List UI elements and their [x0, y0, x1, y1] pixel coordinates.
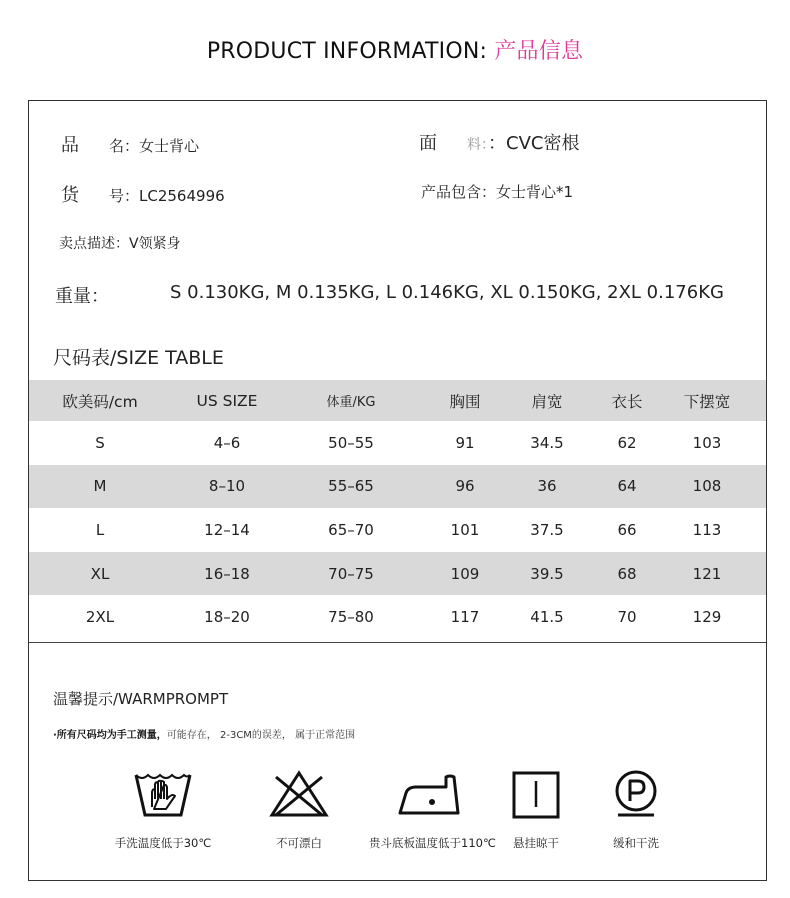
section-divider — [29, 642, 766, 643]
no-bleach-icon — [268, 769, 330, 821]
page-title — [0, 34, 790, 65]
fabric — [419, 129, 579, 155]
table-cell: 2XL — [85, 608, 115, 627]
name-label-char: 品 — [61, 135, 79, 156]
table-cell: 101 — [450, 520, 480, 539]
table-header: 体重/KG — [326, 395, 376, 410]
table-cell: 121 — [692, 564, 722, 583]
dry-clean-p-icon — [610, 769, 662, 821]
sku-label: 号： — [109, 187, 140, 205]
fabric-value: ：CVC密根 — [488, 133, 580, 154]
table-cell: 108 — [692, 477, 722, 496]
selling-label: 卖点描述： — [59, 236, 129, 252]
table-header: 胸围 — [449, 392, 481, 411]
table-cell: 18–20 — [204, 608, 250, 627]
weight-label: 重量： — [55, 286, 109, 307]
table-cell: XL — [90, 564, 110, 583]
table-cell: 50–55 — [328, 433, 374, 452]
weight — [55, 282, 724, 308]
table-cell: 62 — [617, 433, 637, 452]
care-label: 悬挂晾干 — [513, 836, 559, 850]
note-rest: 可能存在， 2-3CM的误差， 属于正常范围 — [166, 730, 356, 741]
package — [421, 181, 573, 202]
table-cell: S — [95, 433, 105, 452]
title-zh: 产品信息 — [494, 39, 584, 64]
hand-wash-icon — [132, 769, 194, 821]
table-cell: 68 — [617, 564, 637, 583]
table-cell: 36 — [537, 477, 557, 496]
care-item-hand-wash — [103, 769, 223, 851]
sku — [61, 181, 225, 207]
table-header: US SIZE — [196, 391, 258, 410]
table-cell: 96 — [455, 477, 475, 496]
table-cell: 12–14 — [204, 520, 250, 539]
selling-value: V领紧身 — [129, 236, 181, 252]
sku-label-char: 货 — [61, 185, 79, 206]
table-cell: 70–75 — [328, 564, 374, 583]
table-cell: 64 — [617, 477, 637, 496]
table-cell: 70 — [617, 608, 637, 627]
table-cell: 55–65 — [328, 477, 374, 496]
care-label: 手洗温度低于30℃ — [114, 836, 212, 850]
table-cell: 37.5 — [530, 520, 564, 539]
iron-icon — [396, 769, 462, 821]
care-label: 缓和干洗 — [613, 836, 659, 850]
table-cell: 91 — [455, 433, 475, 452]
table-cell: 109 — [450, 564, 480, 583]
table-cell: L — [95, 520, 105, 539]
table-cell: 16–18 — [204, 564, 250, 583]
table-cell: M — [93, 477, 107, 496]
package-label: 产品包含： — [421, 183, 497, 201]
table-cell: 39.5 — [530, 564, 564, 583]
note-bold: ·所有尺码均为手工测量， — [53, 730, 167, 741]
table-header: 肩宽 — [531, 392, 563, 411]
care-label: 贵斗底板温度低于110℃ — [369, 836, 496, 850]
table-header: 衣长 — [611, 392, 643, 411]
table-cell: 34.5 — [530, 433, 564, 452]
weight-value: S 0.130KG, M 0.135KG, L 0.146KG, XL 0.150KG, 2XL 0.176KG — [170, 282, 724, 303]
table-header: 欧美码/cm — [62, 392, 138, 411]
fabric-label: 面 — [419, 133, 437, 154]
table-row — [29, 465, 766, 509]
care-label: 不可漂白 — [276, 836, 322, 850]
table-cell: 75–80 — [328, 608, 374, 627]
table-row — [29, 552, 766, 596]
table-header-row — [29, 380, 766, 421]
name-label: 名： — [109, 137, 140, 155]
table-row — [29, 421, 766, 465]
table-cell: 4–6 — [213, 433, 241, 452]
table-header: 下摆宽 — [683, 392, 731, 411]
care-item-no-bleach — [239, 769, 359, 851]
fabric-sub: 料： — [467, 137, 488, 153]
product-name — [61, 131, 199, 157]
care-item-dry-clean — [576, 769, 696, 851]
table-cell: 65–70 — [328, 520, 374, 539]
table-cell: 129 — [692, 608, 722, 627]
table-row — [29, 508, 766, 552]
table-cell: 8–10 — [208, 477, 246, 496]
size-table — [29, 380, 766, 639]
measurement-note — [53, 726, 355, 741]
hang-dry-icon — [510, 769, 562, 821]
care-item-iron — [369, 769, 496, 851]
table-row — [29, 595, 766, 639]
size-table-title: 尺码表/SIZE TABLE — [53, 347, 224, 369]
title-en: PRODUCT INFORMATION: — [206, 39, 488, 64]
product-info-panel — [28, 100, 767, 881]
package-value: 女士背心*1 — [496, 183, 574, 201]
name-value: 女士背心 — [139, 137, 200, 155]
table-cell: 41.5 — [530, 608, 564, 627]
table-cell: 117 — [450, 608, 480, 627]
table-cell: 113 — [692, 520, 722, 539]
warm-prompt-title: 温馨提示/WARMPROMPT — [53, 690, 229, 708]
table-cell: 66 — [617, 520, 637, 539]
selling-point — [59, 233, 181, 253]
table-cell: 103 — [692, 433, 722, 452]
sku-value: LC2564996 — [139, 187, 225, 205]
